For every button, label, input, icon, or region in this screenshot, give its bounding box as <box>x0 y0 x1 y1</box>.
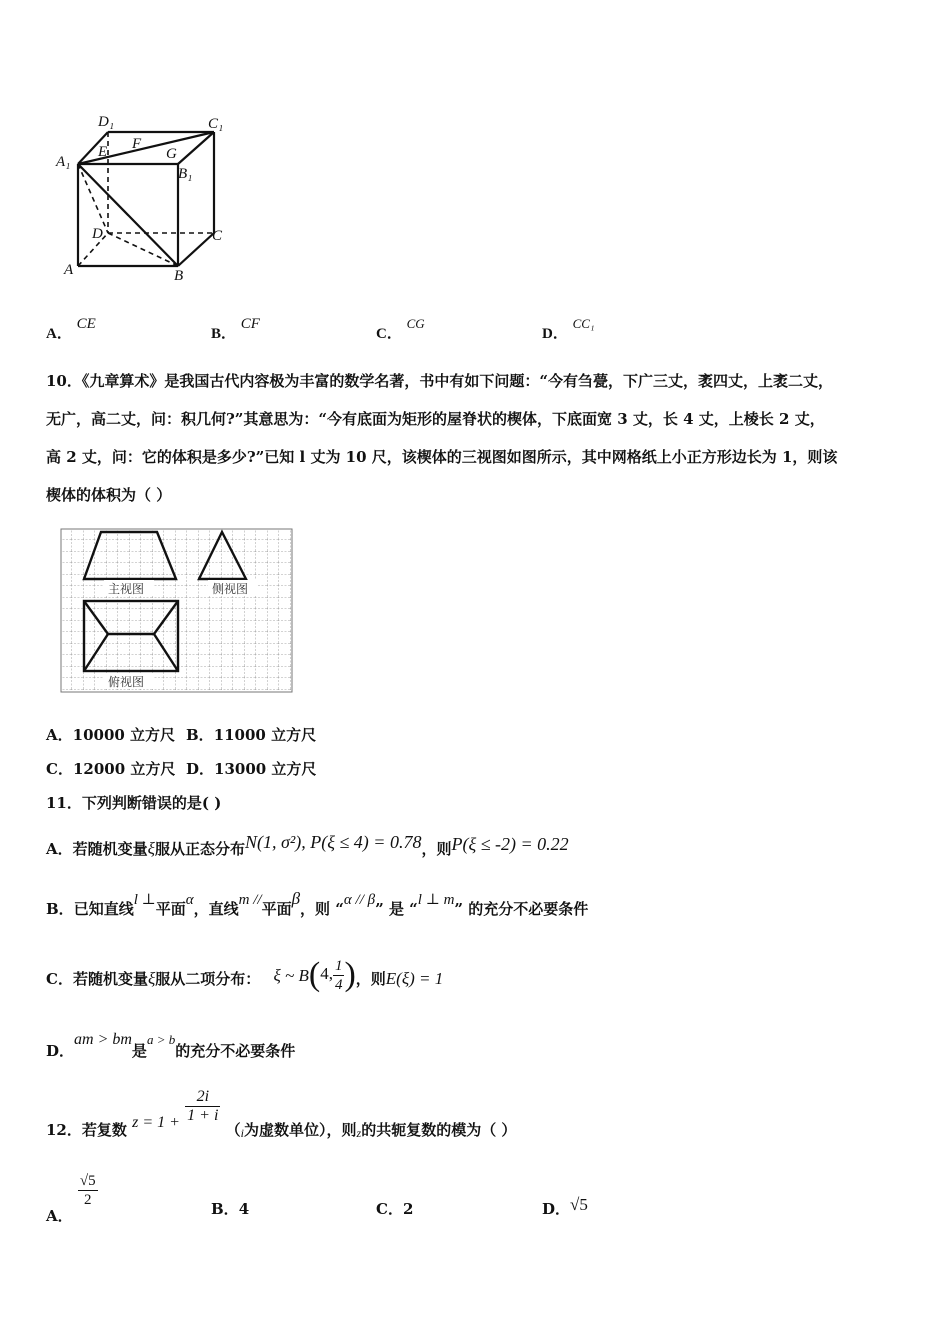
fraction-2i-over-1-plus-i <box>185 1088 220 1125</box>
stem-text: 12．若复数 <box>46 1120 127 1139</box>
q9-option-c[interactable] <box>376 316 425 343</box>
option-text: 10000 立方尺 <box>72 726 176 744</box>
fraction-numerator: 2i <box>185 1088 220 1107</box>
option-letter: D． <box>186 760 215 778</box>
q12-option-c[interactable] <box>376 1198 413 1219</box>
option-letter: C． <box>46 970 73 988</box>
option-text: 服从二项分布： <box>155 970 261 988</box>
math-z: z <box>356 1125 362 1140</box>
option-letter: A． <box>46 1206 73 1225</box>
q9-option-a[interactable] <box>46 316 96 343</box>
option-letter: B． <box>46 900 74 918</box>
q12-option-d[interactable] <box>542 1195 588 1219</box>
option-letter: C． <box>46 760 73 778</box>
option-text: ” 的充分不必要条件 <box>454 900 589 918</box>
option-text: 平面 <box>155 900 186 918</box>
option-text: 12000 立方尺 <box>72 760 176 778</box>
label-c: C <box>212 228 223 244</box>
label-c1: C₁ <box>208 116 224 132</box>
label-f: F <box>132 136 142 152</box>
q9-option-d[interactable] <box>542 316 595 343</box>
option-letter: C． <box>376 1200 403 1218</box>
option-text: 2 <box>402 1200 414 1218</box>
math-expr: β <box>291 889 301 908</box>
q10-option-d[interactable] <box>186 758 316 779</box>
option-text: 若随机变量 <box>72 970 148 988</box>
option-text: 13000 立方尺 <box>214 760 317 778</box>
option-text: 是 <box>131 1042 147 1060</box>
option-text: ，则 <box>355 970 386 988</box>
q10-line-1: 10．《九章算术》是我国古代内容极为丰富的数学名著，书中有如下问题：“今有刍甍，下广三丈，袤四丈，上袤二丈， <box>46 372 834 390</box>
option-text: ，则 <box>421 840 452 858</box>
math-formula: P(ξ ≤ -2) = 0.22 <box>451 834 569 854</box>
math-expr: 4, <box>320 963 333 983</box>
math-xi: ξ <box>147 839 155 858</box>
front-view-label: 主视图 <box>108 582 145 596</box>
q10-line-4: 楔体的体积为（ ） <box>46 486 172 504</box>
label-g: G <box>166 146 177 162</box>
q9-option-b[interactable] <box>211 316 260 343</box>
stem-text: 的共轭复数的模为（ ） <box>361 1120 517 1139</box>
math-expr: ξ ~ B <box>273 965 309 985</box>
option-letter: A． <box>46 726 73 744</box>
math-expr: l ⊥ m <box>417 892 455 908</box>
q11-option-a[interactable] <box>46 832 569 859</box>
math-expr: α // β <box>343 892 376 908</box>
side-view-label: 侧视图 <box>212 582 249 596</box>
math-expr: l ⊥ <box>133 892 156 908</box>
math-expr: α <box>185 892 194 908</box>
math-expr: m // <box>238 892 262 908</box>
option-letter: C． <box>376 326 402 342</box>
fraction-denominator: 2 <box>83 1192 92 1208</box>
math-expr: a > b <box>146 1032 176 1047</box>
stem-text: 为虚数单位），则 <box>244 1120 357 1139</box>
fraction-denominator: 1 + i <box>187 1107 219 1124</box>
q11-option-c[interactable] <box>46 956 443 994</box>
q11-option-d[interactable] <box>46 1031 296 1061</box>
option-value: CG <box>406 316 425 331</box>
q10-option-b[interactable] <box>186 724 316 745</box>
label-e: E <box>98 144 108 160</box>
fraction-numerator: 1 <box>334 957 343 974</box>
option-letter: A． <box>46 326 72 342</box>
math-expr: z = 1 + <box>132 1113 180 1131</box>
option-letter: D． <box>542 326 568 342</box>
label-d1: D₁ <box>98 114 115 130</box>
option-value: CF <box>240 316 260 332</box>
option-letter: A． <box>46 840 73 858</box>
three-view-figure <box>60 528 294 694</box>
label-b: B <box>174 268 184 284</box>
label-d: D <box>92 226 103 242</box>
fraction-numerator: √5 <box>79 1173 96 1189</box>
q12-option-b[interactable] <box>211 1198 249 1219</box>
option-letter: D． <box>542 1200 571 1218</box>
top-view-label: 俯视图 <box>108 675 145 689</box>
q11-option-b[interactable] <box>46 889 589 919</box>
option-text: 11000 立方尺 <box>213 726 317 744</box>
q10-line-3: 高 2 丈，问：它的体积是多少?”已知 l 丈为 10 尺，该楔体的三视图如图所示，其中网格纸上小正方形边长为 1，则该 <box>46 448 838 466</box>
fraction-denominator: 4 <box>334 976 343 993</box>
binomial-formula: ξ ~ B(4, $\frac{1}{4}$ ) <box>273 956 356 993</box>
q11-stem: 11．下列判断错误的是( ) <box>46 794 222 812</box>
fraction-one-quarter <box>333 957 345 994</box>
q12-option-a[interactable] <box>46 1172 98 1225</box>
option-value: CE <box>76 316 96 332</box>
q12-stem <box>46 1088 517 1140</box>
label-a1: A₁ <box>56 154 71 170</box>
cube-figure <box>50 108 240 288</box>
q10-option-a[interactable] <box>46 724 175 745</box>
option-text: 的充分不必要条件 <box>175 1042 296 1060</box>
option-letter: B． <box>186 726 214 744</box>
option-value: CC₁ <box>572 316 595 331</box>
option-letter: B． <box>211 1200 239 1218</box>
option-text: ，则 “ <box>300 900 344 918</box>
option-text: ，直线 <box>193 900 239 918</box>
math-formula: N(1, σ²), P(ξ ≤ 4) = 0.78 <box>244 832 422 852</box>
label-a: A <box>64 262 74 278</box>
math-expr: am > bm <box>74 1031 132 1048</box>
math-xi: ξ <box>147 969 156 988</box>
stem-text: （ <box>225 1120 241 1139</box>
option-letter: D． <box>46 1042 75 1060</box>
option-text: 服从正态分布 <box>154 840 245 858</box>
option-letter: B． <box>211 326 237 342</box>
q10-line-2: 无广，高二丈，问：积几何?”其意思为：“今有底面为矩形的屋脊状的楔体，下底面宽 3 丈，长 4 丈，上棱长 2 丈， <box>46 410 825 428</box>
option-text: 4 <box>238 1200 250 1218</box>
fraction-sqrt5-over-2 <box>78 1172 98 1209</box>
option-value: √5 <box>570 1195 588 1214</box>
q10-option-c[interactable] <box>46 758 175 779</box>
option-text: 平面 <box>261 900 292 918</box>
option-text: ” 是 “ <box>375 900 418 918</box>
math-i: i <box>240 1125 245 1140</box>
option-text: 已知直线 <box>73 900 134 918</box>
math-formula: E(ξ) = 1 <box>385 969 444 988</box>
label-b1: B₁ <box>178 166 193 182</box>
option-text: 若随机变量 <box>72 840 148 858</box>
